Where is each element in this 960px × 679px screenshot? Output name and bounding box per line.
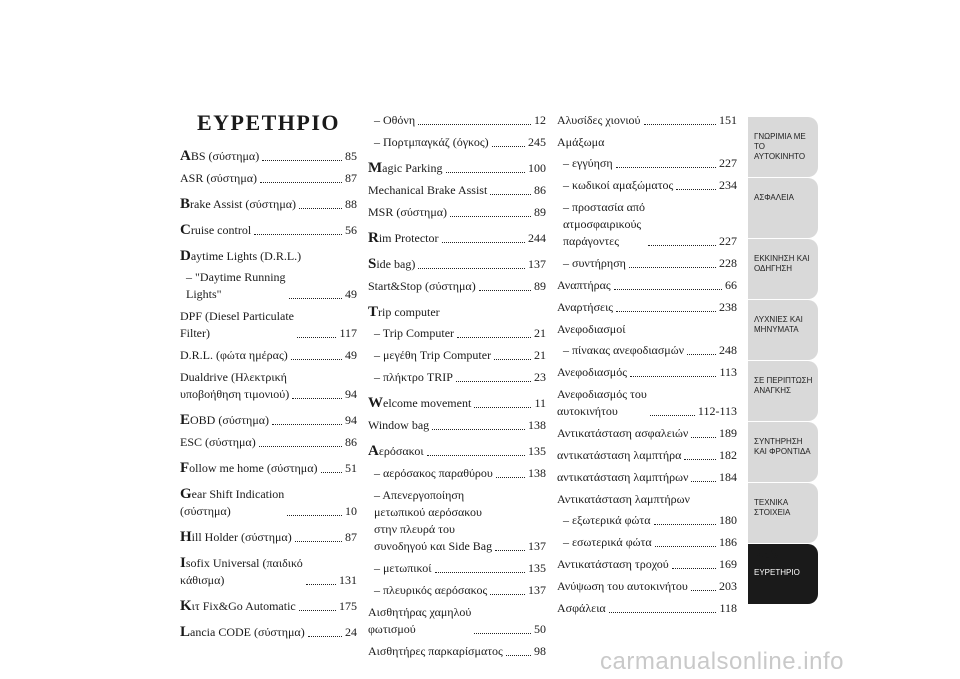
entry-page: 86 (345, 435, 357, 449)
entry-page: 50 (534, 622, 546, 636)
entry-page: 89 (534, 205, 546, 219)
index-entry (557, 556, 737, 573)
entry-page: 10 (345, 504, 357, 518)
entry-text: – "Daytime Running Lights" (186, 270, 286, 301)
dot-leader (260, 182, 342, 183)
entry-page: 186 (719, 535, 737, 549)
dot-leader (676, 189, 716, 190)
dot-leader (506, 655, 531, 656)
entry-initial: M (368, 160, 383, 176)
entry-page: 245 (528, 135, 546, 149)
section-tab[interactable]: ΑΣΦΑΛΕΙΑ (748, 178, 818, 238)
index-entry (557, 342, 737, 359)
entry-page: 131 (339, 573, 357, 587)
entry-page: 51 (345, 461, 357, 475)
index-heading (557, 491, 737, 508)
section-tab[interactable]: ΓΝΩΡΙΜΙΑ ΜΕ ΤΟ ΑΥΤΟΚΙΝΗΤΟ (748, 117, 818, 177)
entry-page: 203 (719, 579, 737, 593)
entry-text: D.R.L. (φώτα ημέρας) (180, 348, 288, 362)
index-entry (368, 160, 546, 177)
entry-page: 23 (534, 370, 546, 384)
index-entry (368, 369, 546, 386)
entry-text: – μετωπικοί (374, 561, 432, 575)
index-entry (557, 469, 737, 486)
dot-leader (650, 415, 695, 416)
index-entry (368, 395, 546, 412)
entry-text: aytime Lights (D.R.L.) (190, 249, 302, 263)
dot-leader (446, 172, 526, 173)
dot-leader (644, 124, 716, 125)
dot-leader (450, 216, 531, 217)
entry-text: ερόσακοι (378, 444, 424, 458)
entry-initial: F (180, 460, 190, 476)
entry-page: 227 (719, 156, 737, 170)
index-entry (557, 386, 737, 420)
section-tab[interactable]: ΛΥΧΝΙΕΣ ΚΑΙ ΜΗΝΥΜΑΤΑ (748, 300, 818, 360)
section-tab[interactable]: ΕΚΚΙΝΗΣΗ ΚΑΙ ΟΔΗΓΗΣΗ (748, 239, 818, 299)
entry-page: 169 (719, 557, 737, 571)
index-entry (368, 347, 546, 364)
entry-page: 137 (528, 257, 546, 271)
dot-leader (299, 610, 336, 611)
entry-text: ruise control (190, 223, 252, 237)
entry-text: ill Holder (σύστημα) (191, 530, 292, 544)
entry-page: 118 (719, 601, 737, 615)
entry-list-2 (368, 112, 546, 660)
index-heading (180, 248, 357, 265)
dot-leader (289, 298, 342, 299)
index-entry (557, 578, 737, 595)
entry-page: 138 (528, 466, 546, 480)
index-entry (557, 447, 737, 464)
entry-text: DPF (Diesel Particulate Filter) (180, 309, 294, 340)
index-entry (368, 256, 546, 273)
entry-page: 180 (719, 513, 737, 527)
index-column-1 (180, 110, 357, 646)
dot-leader (435, 572, 526, 573)
index-entry (557, 199, 737, 250)
section-tab[interactable]: ΣΥΝΤΗΡΗΣΗ ΚΑΙ ΦΡΟΝΤΙΔΑ (748, 422, 818, 482)
entry-page: 151 (719, 113, 737, 127)
dot-leader (432, 429, 525, 430)
entry-page: 87 (345, 530, 357, 544)
entry-text: Αναπτήρας (557, 278, 611, 292)
entry-text: – Απενεργοποίηση μετωπικού αερόσακου στην πλευρά του συνοδηγού και Side Bag (374, 488, 493, 553)
entry-initial: E (180, 412, 191, 428)
entry-page: 100 (528, 161, 546, 175)
dot-leader (616, 167, 716, 168)
entry-text: Αισθητήρας χαμηλού φωτισμού (368, 605, 472, 636)
entry-page: 98 (534, 644, 546, 658)
index-entry (557, 155, 737, 172)
entry-text: – μεγέθη Trip Computer (374, 348, 492, 362)
entry-text: rip computer (378, 305, 440, 319)
entry-list-1 (180, 148, 357, 641)
entry-text: – εξωτερικά φώτα (563, 513, 651, 527)
watermark: carmanualsonline.info (600, 648, 844, 675)
entry-page: 87 (345, 171, 357, 185)
index-heading (557, 321, 737, 338)
dot-leader (474, 633, 531, 634)
entry-page: 228 (719, 256, 737, 270)
index-entry (180, 624, 357, 641)
section-tab[interactable]: ΤΕΧΝΙΚΑ ΣΤΟΙΧΕΙΑ (748, 483, 818, 543)
entry-initial: C (180, 222, 191, 238)
entry-text: – Πορτμπαγκάζ (όγκος) (374, 135, 489, 149)
index-heading (557, 134, 737, 151)
dot-leader (299, 208, 342, 209)
index-entry (180, 269, 357, 303)
index-entry (180, 486, 357, 520)
index-entry (368, 134, 546, 151)
entry-text: Ανεφοδιασμοί (557, 322, 626, 336)
entry-page: 12 (534, 113, 546, 127)
dot-leader (287, 515, 342, 516)
entry-text: Αντικατάσταση τροχού (557, 557, 669, 571)
entry-text: BS (σύστημα) (190, 149, 260, 163)
entry-page: 21 (534, 348, 546, 362)
entry-text: Ανεφοδιασμός του αυτοκινήτου (557, 387, 647, 418)
page-title: ΕΥΡΕΤΗΡΙΟ (196, 110, 341, 135)
entry-text: ear Shift Indication (σύστημα) (180, 487, 285, 518)
dot-leader (495, 550, 525, 551)
entry-page: 135 (528, 561, 546, 575)
entry-page: 227 (719, 234, 737, 248)
index-entry (368, 604, 546, 638)
index-entry (180, 196, 357, 213)
dot-leader (291, 359, 342, 360)
entry-page: 234 (719, 178, 737, 192)
section-tab[interactable]: ΕΥΡΕΤΗΡΙΟ (748, 544, 818, 604)
index-entry (557, 177, 737, 194)
dot-leader (262, 160, 342, 161)
entry-initial: G (180, 486, 192, 502)
entry-text: – πλευρικός αερόσακος (374, 583, 488, 597)
dot-leader (295, 541, 342, 542)
dot-leader (629, 267, 716, 268)
index-entry (557, 112, 737, 129)
entry-text: sofix Universal (παιδικό κάθισμα) (180, 556, 303, 587)
entry-page: 11 (534, 396, 546, 410)
entry-text: Ασφάλεια (557, 601, 606, 615)
entry-page: 49 (345, 287, 357, 301)
entry-initial: D (180, 248, 191, 264)
entry-page: 94 (345, 413, 357, 427)
dot-leader (272, 424, 342, 425)
entry-text: Αναρτήσεις (557, 300, 614, 314)
entry-text: Αλυσίδες χιονιού (557, 113, 641, 127)
entry-text: agic Parking (382, 161, 443, 175)
entry-text: Ανεφοδιασμός (557, 365, 627, 379)
index-entry (557, 277, 737, 294)
entry-text: Αισθητήρες παρκαρίσματος (368, 644, 503, 658)
entry-page: 138 (528, 418, 546, 432)
index-entry (180, 434, 357, 451)
dot-leader (614, 289, 722, 290)
entry-page: 184 (719, 470, 737, 484)
index-entry (557, 512, 737, 529)
index-entry (180, 460, 357, 477)
index-entry (557, 255, 737, 272)
section-tab[interactable]: ΣΕ ΠΕΡΙΠΤΩΣΗ ΑΝΑΓΚΗΣ (748, 361, 818, 421)
index-entry (368, 465, 546, 482)
index-entry (368, 230, 546, 247)
dot-leader (654, 524, 716, 525)
dot-leader (442, 242, 526, 243)
dot-leader (648, 245, 716, 246)
index-entry (368, 204, 546, 221)
dot-leader (490, 194, 531, 195)
entry-page: 86 (534, 183, 546, 197)
index-column-3 (557, 112, 737, 622)
index-entry (180, 148, 357, 165)
entry-text: OBD (σύστημα) (190, 413, 270, 427)
index-entry (557, 600, 737, 617)
entry-page: 24 (345, 625, 357, 639)
index-entry (368, 278, 546, 295)
entry-page: 137 (528, 583, 546, 597)
index-entry (180, 222, 357, 239)
entry-page: 238 (719, 300, 737, 314)
entry-initial: S (368, 256, 377, 272)
index-entry (368, 112, 546, 129)
entry-page: 94 (345, 387, 357, 401)
dot-leader (616, 311, 716, 312)
dot-leader (496, 477, 525, 478)
index-entry (368, 325, 546, 342)
entry-text: Mechanical Brake Assist (368, 183, 488, 197)
entry-list-3 (557, 112, 737, 617)
entry-text: Window bag (368, 418, 430, 432)
entry-page: 248 (719, 343, 737, 357)
dot-leader (684, 459, 716, 460)
entry-page: 56 (345, 223, 357, 237)
entry-initial: I (180, 555, 186, 571)
index-entry (180, 598, 357, 615)
dot-leader (691, 437, 716, 438)
index-entry (557, 534, 737, 551)
dot-leader (259, 446, 342, 447)
entry-page: 88 (345, 197, 357, 211)
entry-text: – πίνακας ανεφοδιασμών (563, 343, 685, 357)
index-entry (368, 643, 546, 660)
entry-page: 244 (528, 231, 546, 245)
dot-leader (609, 612, 717, 613)
entry-page: 113 (719, 365, 737, 379)
entry-text: – συντήρηση (563, 256, 626, 270)
dot-leader (672, 568, 716, 569)
dot-leader (490, 594, 525, 595)
index-entry (557, 425, 737, 442)
entry-text: Αντικατάσταση ασφαλειών (557, 426, 689, 440)
index-entry (557, 299, 737, 316)
entry-text: ide bag) (376, 257, 416, 271)
entry-page: 182 (719, 448, 737, 462)
entry-page: 189 (719, 426, 737, 440)
index-entry (180, 347, 357, 364)
entry-text: MSR (σύστημα) (368, 205, 448, 219)
index-entry (180, 412, 357, 429)
dot-leader (494, 359, 531, 360)
index-entry (180, 529, 357, 546)
dot-leader (691, 481, 716, 482)
entry-text: rake Assist (σύστημα) (190, 197, 297, 211)
entry-initial: L (180, 624, 191, 640)
entry-text: – Οθόνη (374, 113, 416, 127)
entry-page: 135 (528, 444, 546, 458)
entry-text: Dualdrive (Ηλεκτρική υποβοήθηση τιμονιού) (180, 370, 290, 401)
dot-leader (418, 268, 525, 269)
section-tabs (748, 117, 818, 605)
dot-leader (254, 234, 342, 235)
index-entry (368, 560, 546, 577)
entry-text: Αντικατάσταση λαμπτήρων (557, 492, 690, 506)
entry-initial: W (368, 395, 383, 411)
dot-leader (321, 472, 342, 473)
entry-text: Ανύψωση του αυτοκινήτου (557, 579, 688, 593)
entry-initial: A (180, 148, 191, 164)
index-entry (180, 369, 357, 403)
dot-leader (691, 590, 716, 591)
entry-text: Start&Stop (σύστημα) (368, 279, 476, 293)
dot-leader (292, 398, 342, 399)
page-number: 299 (756, 546, 779, 562)
entry-page: 85 (345, 149, 357, 163)
dot-leader (492, 146, 525, 147)
entry-text: Αμάξωμα (557, 135, 605, 149)
dot-leader (306, 584, 336, 585)
entry-page: 66 (725, 278, 737, 292)
entry-initial: H (180, 529, 192, 545)
entry-text: – αερόσακος παραθύρου (374, 466, 493, 480)
entry-text: – προστασία από ατμοσφαιρικούς παράγοντες (563, 200, 645, 248)
entry-initial: B (180, 196, 191, 212)
dot-leader (479, 290, 531, 291)
entry-text: – εσωτερικά φώτα (563, 535, 652, 549)
entry-text: αντικατάσταση λαμπτήρα (557, 448, 682, 462)
dot-leader (297, 337, 336, 338)
entry-text: – εγγύηση (563, 156, 613, 170)
dot-leader (456, 381, 531, 382)
entry-text: ancia CODE (σύστημα) (190, 625, 305, 639)
entry-page: 137 (528, 539, 546, 553)
entry-text: ιτ Fix&Go Automatic (191, 599, 296, 613)
entry-text: – Trip Computer (374, 326, 455, 340)
dot-leader (418, 124, 531, 125)
entry-initial: R (368, 230, 379, 246)
dot-leader (687, 354, 716, 355)
entry-initial: T (368, 304, 379, 320)
entry-initial: K (180, 598, 192, 614)
entry-text: αντικατάσταση λαμπτήρων (557, 470, 689, 484)
index-entry (368, 417, 546, 434)
entry-page: 89 (534, 279, 546, 293)
dot-leader (655, 546, 716, 547)
entry-text: – κωδικοί αμαξώματος (563, 178, 674, 192)
entry-text: elcome movement (383, 396, 472, 410)
entry-page: 175 (339, 599, 357, 613)
index-column-2 (368, 112, 546, 665)
entry-page: 112-113 (697, 404, 737, 418)
index-entry (368, 182, 546, 199)
dot-leader (457, 337, 531, 338)
index-entry (180, 170, 357, 187)
entry-text: ASR (σύστημα) (180, 171, 258, 185)
entry-page: 117 (339, 326, 357, 340)
dot-leader (630, 376, 716, 377)
index-heading (368, 304, 546, 321)
dot-leader (474, 407, 531, 408)
entry-text: ESC (σύστημα) (180, 435, 256, 449)
dot-leader (427, 455, 525, 456)
index-entry (180, 308, 357, 342)
entry-page: 21 (534, 326, 546, 340)
index-entry (368, 487, 546, 555)
entry-text: im Protector (378, 231, 439, 245)
entry-page: 49 (345, 348, 357, 362)
index-entry (368, 443, 546, 460)
entry-initial: A (368, 443, 379, 459)
index-entry (180, 555, 357, 589)
index-entry (368, 582, 546, 599)
entry-text: – πλήκτρο TRIP (374, 370, 453, 384)
index-entry (557, 364, 737, 381)
dot-leader (308, 636, 342, 637)
entry-text: ollow me home (σύστημα) (189, 461, 318, 475)
